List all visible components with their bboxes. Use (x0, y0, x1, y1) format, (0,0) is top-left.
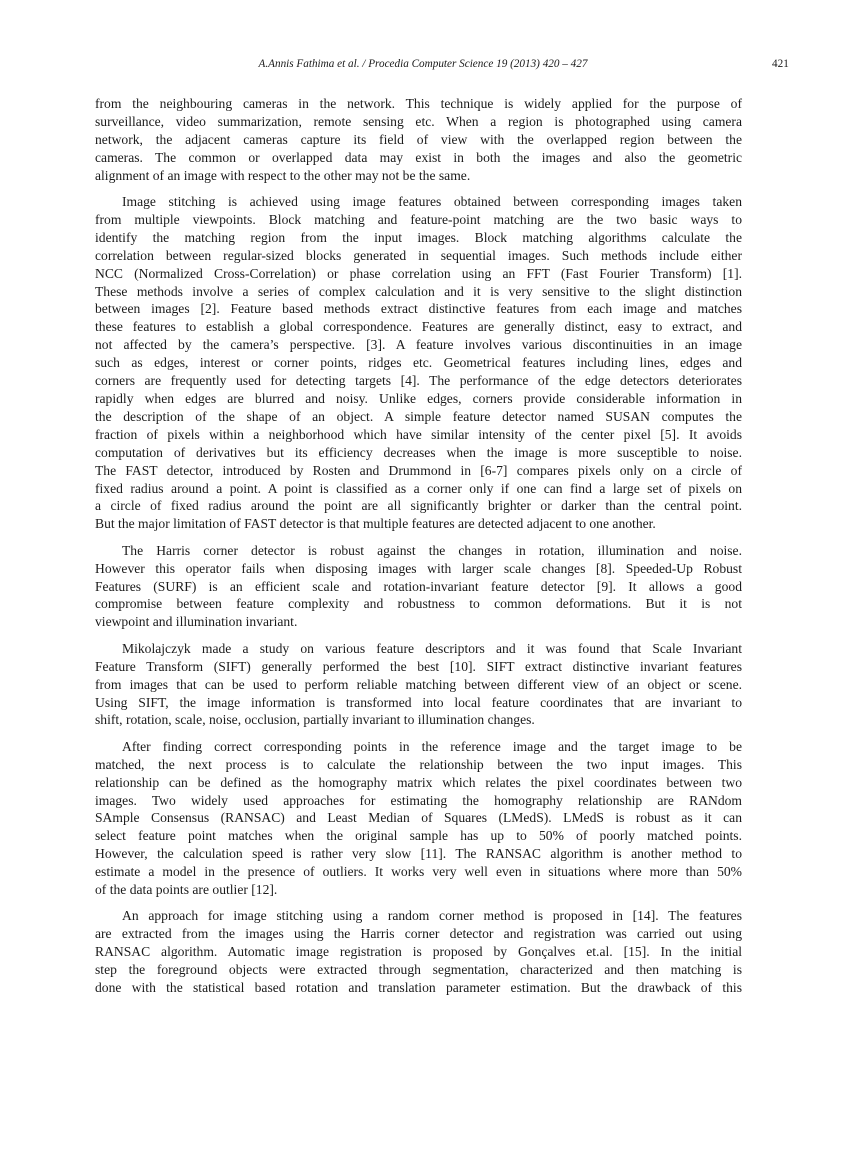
text-line: The FAST detector, introduced by Rosten and Drummond in [6-7] compares pixels only on a circle of (95, 462, 742, 478)
text-line: done with the statistical based rotation and translation parameter estimation. But the drawback of this (95, 980, 742, 996)
text-line: NCC (Normalized Cross-Correlation) or phase correlation using an FFT (Fast Fourier Transform) [1]. (95, 265, 742, 281)
text-line: However this operator fails when disposing images with larger scale changes [8]. Speeded-Up Robust (95, 560, 742, 576)
text-line: matched, the next process is to calculate the relationship between the two input images. This (95, 756, 742, 772)
text-line: images. Two widely used approaches for estimating the homography relationship are RANdom (95, 792, 742, 808)
body-text (95, 95, 742, 1006)
text-line: But the major limitation of FAST detector is that multiple features are detected adjacent to one another. (95, 516, 656, 532)
paragraph (95, 542, 742, 632)
text-line: shift, rotation, scale, noise, occlusion, partially invariant to illumination changes. (95, 712, 535, 728)
text-line: Features (SURF) is an efficient scale and rotation-invariant feature detector [9]. It allows a good (95, 578, 742, 594)
text-line: from the neighbouring cameras in the network. This technique is widely applied for the purpose of (95, 96, 742, 111)
text-line: not affected by the camera’s perspective. [3]. A feature involves various discontinuities in an image (95, 337, 742, 353)
text-line: select feature point matches when the original sample has up to 50% of poorly matched points. (95, 828, 742, 844)
text-line: cameras. The common or overlapped data may exist in both the images and also the geometric (95, 149, 742, 165)
running-head: A.Annis Fathima et al. / Procedia Computer Science 19 (2013) 420 – 427 (258, 58, 588, 70)
text-line: from multiple viewpoints. Block matching and feature-point matching are the two basic ways to (95, 211, 742, 227)
text-line: rapidly when edges are blurred and noisy. Unlike edges, corners provide considerable information in (95, 391, 742, 406)
text-line: the description of the shape of an object. A simple feature detector named SUSAN computes the (95, 408, 742, 424)
text-line: from images that can be used to perform reliable matching between different view of an object or scene. (95, 676, 742, 692)
text-line: These methods involve a series of complex calculation and it is very sensitive to the slight distinction (95, 283, 742, 299)
paragraph (95, 738, 742, 899)
text-line: SAmple Consensus (RANSAC) and Least Median of Squares (LMedS). LMedS is robust as it can (95, 810, 742, 826)
text-line: correlation between regular-sized blocks generated in sequential images. Such methods include either (95, 247, 742, 263)
text-line: fixed radius around a point. A point is classified as a corner only if one can find a large set of pixels on (95, 480, 742, 496)
text-line: However, the calculation speed is rather very slow [11]. The RANSAC algorithm is another method to (95, 846, 742, 862)
text-line: alignment of an image with respect to the other may not be the same. (95, 167, 471, 183)
text-line: Image stitching is achieved using image features obtained between corresponding images taken (122, 194, 742, 210)
text-line: Using SIFT, the image information is transformed into local feature coordinates that are invariant to (95, 694, 742, 710)
text-line: such as edges, interest or corner points, ridges etc. Geometrical features including lines, edges and (95, 355, 742, 371)
text-line: The Harris corner detector is robust against the changes in rotation, illumination and noise. (122, 542, 742, 558)
text-line: identify the matching region from the input images. Block matching algorithms calculate the (95, 229, 742, 245)
text-line: After finding correct corresponding points in the reference image and the target image to be (122, 738, 742, 754)
text-line: Mikolajczyk made a study on various feature descriptors and it was found that Scale Invariant (122, 640, 742, 656)
paragraph (95, 640, 742, 730)
text-line: surveillance, video summarization, remote sensing etc. When a region is photographed using camera (95, 113, 742, 129)
paragraph (95, 193, 742, 533)
text-line: corners are frequently used for detecting targets [4]. The performance of the edge detectors deteriorates (95, 373, 742, 389)
text-line: estimate a model in the presence of outliers. It works very well even in situations where more than 50% (95, 864, 742, 880)
text-line: RANSAC algorithm. Automatic image registration is proposed by Gonçalves et.al. [15]. In the initial (95, 944, 742, 960)
text-line: of the data points are outlier [12]. (95, 882, 278, 898)
text-line: network, the adjacent cameras capture its field of view with the overlapped region between the (95, 131, 742, 147)
paragraph (95, 907, 742, 997)
text-line: step the foreground objects were extracted through segmentation, characterized and then matching is (95, 962, 742, 978)
text-line: relationship can be defined as the homography matrix which relates the pixel coordinates between two (95, 774, 742, 790)
text-line: are extracted from the images using the Harris corner detector and registration was carried out using (95, 926, 742, 942)
page-number: 421 (772, 58, 789, 70)
text-line: these features to establish a global correspondence. Features are generally distinct, easy to extract, and (95, 319, 742, 335)
text-line: viewpoint and illumination invariant. (95, 614, 298, 630)
paragraph (95, 95, 742, 185)
text-line: compromise between feature complexity and robustness to common deformations. But it is not (95, 596, 742, 612)
text-line: Feature Transform (SIFT) generally performed the best [10]. SIFT extract distinctive invariant features (95, 658, 742, 674)
text-line: fraction of pixels within a neighborhood which have similar intensity of the center pixel [5]. It avoids (95, 426, 742, 442)
text-line: between images [2]. Feature based methods extract distinctive features from each image and matches (95, 301, 742, 317)
text-line: computation of derivatives but its efficiency decreases when the image is more susceptible to noise. (95, 444, 742, 460)
text-line: a circle of fixed radius around the point are all significantly brighter or darker than the central point. (95, 498, 742, 514)
text-line: An approach for image stitching using a random corner method is proposed in [14]. The features (122, 908, 742, 924)
